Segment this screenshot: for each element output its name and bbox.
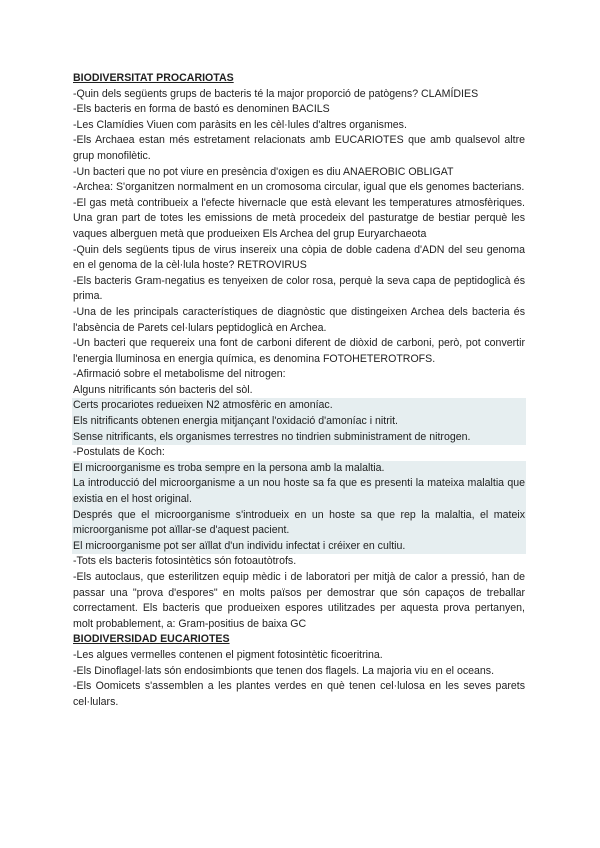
answer-line-highlighted: Certs procariotes redueixen N2 atmosfèric en amoníac. (72, 398, 526, 414)
answer-line-highlighted: El microorganisme pot ser aïllat d'un individu infectat i créixer en cultiu. (72, 539, 526, 555)
paragraph: -Afirmació sobre el metabolisme del nitrogen: (73, 368, 286, 381)
paragraph: -Quin dels següents grups de bacteris té la major proporció de patògens? CLAMÍDIES (73, 87, 479, 100)
paragraph: -Els bacteris Gram-negatius es tenyeixen de color rosa, perquè la seva capa de peptidoglicà és prima. (73, 274, 525, 303)
paragraph: -Els Oomicets s'assemblen a les plantes verdes en què tenen cel·lulosa en les seves parets cel·lulars. (73, 680, 525, 708)
answer-line-highlighted: La introducció del microorganisme a un nou hoste sa fa que es presenti la mateixa malaltia que existia en el host original. (72, 476, 526, 507)
paragraph: -Els autoclaus, que esterilitzen equip mèdic i de laboratori per mitjà de calor a pressió, han de passar una "prova d'espores" en molts països per demostrar que són capaços de treballar correctament. Els bacteris que produeixen espores utilitzades per aquesta prova pertanyen, molt probablement, a: Gram-positius de baixa GC (73, 571, 525, 630)
paragraph: -Quin dels següents tipus de virus insereix una còpia de doble cadena d'ADN del seu genoma en el genoma de la cèl·lula hoste? RETROVIRUS (73, 243, 525, 272)
paragraph: -El gas metà contribueix a l'efecte hivernacle que està elevant les temperatures atmosfèriques. Una gran part de totes les emissions de metà procedeix del pasturatge de bestiar perquè les vaques alberguen metà que produeixen Els Archea del grup Euryarchaeota (73, 196, 525, 240)
answer-line: Alguns nitrificants són bacteris del sòl. (73, 383, 253, 396)
paragraph: -Els bacteris en forma de bastó es denominen BACILS (73, 103, 330, 116)
document-page (72, 71, 526, 710)
answer-line-highlighted: El microorganisme es troba sempre en la persona amb la malaltia. (72, 461, 526, 477)
paragraph: -Les Clamídies Viuen com paràsits en les cèl·lules d'altres organismes. (73, 118, 407, 131)
section-heading-eukaryotes: BIODIVERSIDAD EUCARIOTES (73, 633, 230, 646)
paragraph: -Les algues vermelles contenen el pigment fotosintètic ficoeritrina. (73, 648, 383, 661)
paragraph: -Els Dinoflagel·lats són endosimbionts que tenen dos flagels. La majoria viu en el oceans. (73, 664, 495, 677)
answer-line-highlighted: Els nitrificants obtenen energia mitjançant l'oxidació d'amoníac i nitrit. (72, 414, 526, 430)
answer-line-highlighted: Sense nitrificants, els organismes terrestres no tindrien subministrament de nitrogen. (72, 430, 526, 446)
paragraph: -Archea: S'organitzen normalment en un cromosoma circular, igual que els genomes bacterians. (73, 181, 525, 194)
paragraph: -Tots els bacteris fotosintètics són fotoautòtrofs. (73, 555, 297, 568)
paragraph: -Un bacteri que requereix una font de carboni diferent de diòxid de carboni, però, pot convertir l'energia lluminosa en energia química, es denomina FOTOHETEROTROFS. (73, 337, 525, 365)
section-heading-prokaryotes: BIODIVERSITAT PROCARIOTAS (73, 72, 234, 84)
answer-line-highlighted: Després que el microorganisme s'introdueix en un hoste sa que rep la malaltia, el mateix microorganisme pot aïllar-se d'aquest pacient. (72, 508, 526, 539)
paragraph: -Una de les principals característiques de diagnòstic que distingeixen Archea dels bacteria és l'absència de Parets cel·lulars peptidoglicà en Archea. (73, 305, 525, 334)
paragraph: -Els Archaea estan més estretament relacionats amb EUCARIOTES que amb qualsevol altre grup monofilètic. (73, 134, 525, 162)
paragraph: -Un bacteri que no pot viure en presència d'oxigen es diu ANAEROBIC OBLIGAT (73, 165, 454, 178)
paragraph: -Postulats de Koch: (73, 446, 165, 459)
